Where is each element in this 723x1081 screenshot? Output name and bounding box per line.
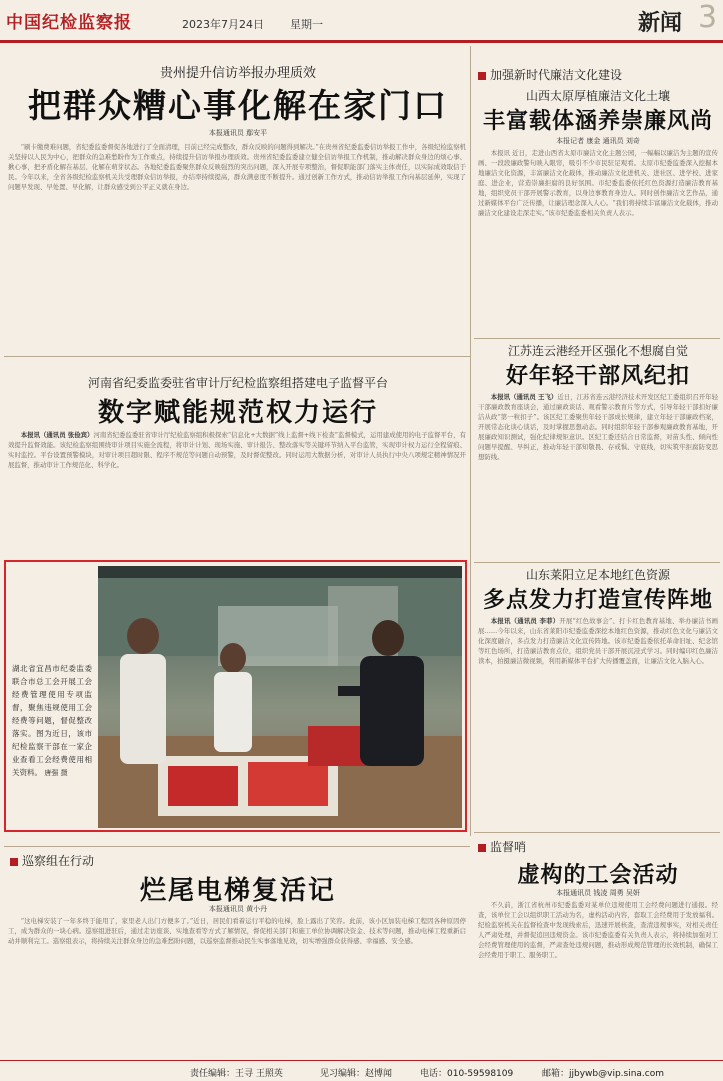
a1-body-text: “刷卡缴费难问题，省纪委监委督促各地进行了全面清理，目前已经完成整改，群众反映的问题得到解决。”在贵州省纪委监委信访举报工作中，各级纪检监察机关坚持以人民为中心，把群众的急难愁盼作为工作重点，持续提升信访举报办理质效。贵州省纪委监委建立健全信访举报工作机制，推动解决群众身边的烦心事、揪心事，把矛盾化解在基层、化解在萌芽状态。各地纪委监委聚焦群众反映强烈的突出问题，深入开展专项整治，督促职能部门落实主体责任，以实际成效取信于民。今年以来，全省各级纪检监察机关共受理群众信访举报，办结率持续提高，群众满意度不断提升。通过创新工作方式，推动信访举报工作向基层延伸，实现了问题早发现、早处置、早化解，让群众感受到公平正义就在身边。 (8, 143, 466, 191)
a4-body-text (478, 616, 718, 666)
a6-kicker-text: 巡察组在行动 (22, 854, 95, 868)
a4-title: 多点发力打造宣传阵地 (482, 587, 713, 613)
kicker-square-icon (10, 858, 18, 866)
a5-body (8, 430, 466, 554)
a5-body-text (8, 430, 466, 470)
kicker-square-icon (478, 844, 486, 852)
kicker-square-icon (478, 72, 486, 80)
a6-body-text: “这电梯安装了一年多终于能用了，家里老人出门方便多了。”近日，居民们看着运行平稳的电梯，脸上露出了笑容。此前，该小区加装电梯工程因各种原因停工，成为群众的一块心病。巡察组进驻后，通过走访座谈、实地查看等方式了解情况，督促相关部门和施工单位协调解决资金、技术等问题，推动电梯工程重新启动并顺利完工。巡察组表示，将持续关注群众身边的急难愁盼问题，以巡察监督推动民生实事落地见效，切实增强群众获得感、幸福感、安全感。 (8, 917, 466, 945)
a3-body-text (478, 392, 718, 462)
a6-title: 烂尾电梯复活记 (139, 876, 336, 906)
a6-byline: 本报通讯员 黄小丹 (208, 905, 268, 913)
newspaper-logo: 中国纪检监察报 (6, 13, 132, 33)
issue-weekday: 星期一 (290, 18, 323, 31)
photo-credit: 唐强 摄 (44, 769, 68, 777)
a2-body-text: 本报讯 近日，走进山西省太原市廉洁文化主题公园，一幅幅以廉洁为主题的宣传画、一段段廉政警句映入眼帘，吸引不少市民驻足观看。太原市纪委监委深入挖掘本地廉洁文化资源，丰富廉洁文化载体，推动廉洁文化进机关、进社区、进学校、进家庭、进企业，营造崇廉拒腐的良好氛围。市纪委监委依托红色资源打造廉洁教育基地，组织党员干部开展警示教育，以身边事教育身边人。同时创作廉洁文艺作品，通过新媒体平台广泛传播，让廉洁理念深入人心。“我们将持续丰富廉洁文化载体，推动廉洁文化建设走深走实。”该市纪委监委相关负责人表示。 (478, 149, 718, 217)
a7-kicker-text: 监督哨 (490, 840, 527, 854)
a3-body (478, 392, 718, 562)
a2-pre-title: 山西太原厚植廉洁文化土壤 (525, 89, 670, 103)
divider (4, 356, 470, 357)
a6-body (8, 916, 466, 1056)
page-number: 3 (698, 0, 718, 35)
a5-title: 数字赋能规范权力运行 (97, 398, 378, 428)
news-photo (98, 566, 462, 828)
a2-title: 丰富载体涵养崇廉风尚 (482, 108, 713, 134)
footer-phone: 电话：010-59598109 (420, 1069, 514, 1079)
a4-body (478, 616, 718, 826)
column-divider (470, 46, 471, 836)
a7-body-text: 不久前，浙江省杭州市纪委监委对某单位违规使用工会经费问题进行通报。经查，该单位工会以组织职工活动为名，虚构活动内容，套取工会经费用于发放福利。纪检监察机关在监督检查中发现线索后，迅速开展核查，查清违规事实，对相关责任人严肃处理，并督促追回违规资金。该市纪委监委有关负责人表示，将持续加强对工会经费管理使用的监督，严肃查处违规问题，推动形成规范管理的长效机制，确保工会经费用于职工、服务职工。 (478, 901, 718, 959)
a5-byline: 本报讯（通讯员 张俭宾） (20, 431, 94, 439)
divider (474, 832, 720, 833)
a7-title: 虚构的工会活动 (517, 862, 679, 888)
a6-kicker (10, 852, 94, 869)
a2-kicker (478, 66, 622, 83)
a3-byline: 本报讯（通讯员 王飞） (490, 393, 558, 401)
photo-frame (4, 560, 467, 832)
footer-email: 邮箱：jjbywb@vip.sina.com (542, 1069, 665, 1079)
a4-body-span: 开展“红色故事会”、打卡红色教育基地、举办廉洁书画展……今年以来，山东省莱阳市纪委监委深挖本地红色资源，推动红色文化与廉洁文化深度融合，多点发力打造廉洁文化宣传阵地。该市纪委监委依托革命旧址、纪念馆等红色场所，打造廉洁教育点位，组织党员干部开展沉浸式学习。同时编印红色廉洁读本，拍摄廉洁微视频，利用新媒体平台扩大传播覆盖面，让廉洁文化入脑入心。 (478, 617, 718, 665)
a3-title: 好年轻干部风纪扣 (505, 363, 690, 389)
footer-proof: 见习编辑：赵博闻 (320, 1069, 393, 1079)
a5-pre-title: 河南省纪委监委驻省审计厅纪检监察组搭建电子监督平台 (87, 376, 388, 390)
header-rule (0, 40, 723, 43)
a4-pre-title: 山东莱阳立足本地红色资源 (525, 568, 670, 582)
divider (474, 562, 720, 563)
photo-caption (12, 662, 92, 780)
a3-pre-title: 江苏连云港经开区强化不想腐自觉 (507, 344, 688, 358)
photo-caption-text: 湖北省宜昌市纪委监委联合市总工会开展工会经费管理使用专项监督，聚焦违规使用工会经费等问题，督促整改落实。图为近日，该市纪检监察干部在一家企业查看工会经费使用相关资料。 (12, 664, 92, 777)
a5-body-span: 河南省纪委监委驻省审计厅纪检监察组积极探索“信息化+大数据”线上监督+线下检查”监督模式，运用建成使用的电子监督平台，有效提升监督效能。该纪检监察组围绕审计项目实施全流程，将审计计划、现场实施、审计报告、整改落实等关键环节纳入平台监管，实现审计权力运行全程留痕、实时监控。平台设置预警模块，对审计项目超时限、程序不规范等问题自动预警，及时督促整改。同时运用大数据分析，对审计人员执行中央八项规定精神情况开展监督，推动审计工作规范化、科学化。 (8, 431, 466, 469)
a2-body (478, 148, 718, 338)
a2-kicker-text: 加强新时代廉洁文化建设 (490, 68, 623, 82)
a2-byline: 本报记者 康金 通讯员 刘奇 (556, 137, 640, 145)
news-photo-illustration (98, 566, 462, 828)
a1-byline: 本报通讯员 鄢安平 (208, 129, 268, 137)
a1-title: 把群众糟心事化解在家门口 (28, 86, 448, 125)
divider (4, 846, 470, 847)
footer-rule (0, 1060, 723, 1061)
divider (474, 338, 720, 339)
a7-body (478, 900, 718, 1056)
a1-body (8, 142, 466, 352)
a3-body-span: 近日，江苏省连云港经济技术开发区纪工委组织召开年轻干部廉政教育座谈会，通过廉政谈话、观看警示教育片等方式，引导年轻干部扣好廉洁从政“第一粒扣子”。该区纪工委聚焦年轻干部成长规律，建立年轻干部廉政档案，开展常态化谈心谈话，及时掌握思想动态。同时组织年轻干部参观廉政教育基地，开展廉政知识测试，强化纪律规矩意识。区纪工委还结合日常监督，对苗头性、倾向性问题早提醒、早纠正，推动年轻干部知敬畏、存戒惧、守底线，切实筑牢拒腐防变思想防线。 (478, 393, 718, 461)
a4-byline: 本报讯（通讯员 李菲） (490, 617, 560, 625)
footer-editor: 责任编辑：王寻 王照英 (190, 1069, 283, 1079)
section-name: 新闻 (638, 10, 683, 36)
a1-pre-title: 贵州提升信访举报办理质效 (159, 66, 316, 81)
issue-date: 2023年7月24日 (182, 18, 264, 31)
a7-kicker (478, 838, 526, 855)
a7-byline: 本报通讯员 钱凌 周勇 吴妍 (556, 889, 640, 897)
